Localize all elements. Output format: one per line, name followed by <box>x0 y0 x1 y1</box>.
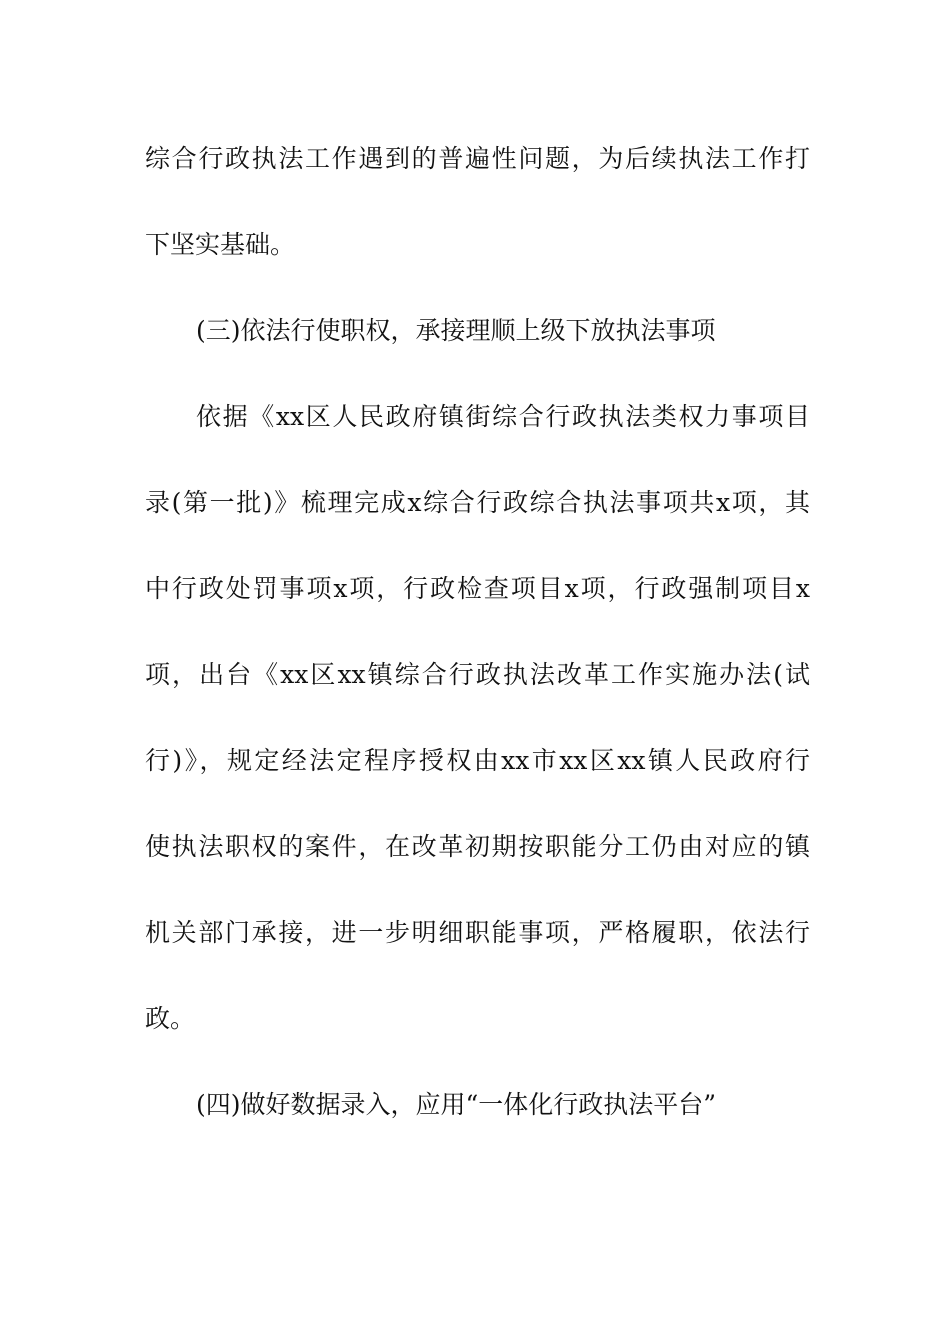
section-heading: (四)做好数据录入，应用“一体化行政执法平台” <box>196 1090 717 1119</box>
text-line: 下坚实基础。 <box>145 230 296 259</box>
section-heading: (三)依法行使职权，承接理顺上级下放执法事项 <box>196 316 716 345</box>
text-line: 中行政处罚事项x项，行政检查项目x项，行政强制项目x <box>145 574 810 603</box>
text-line: 综合行政执法工作遇到的普遍性问题，为后续执法工作打 <box>145 144 810 173</box>
text-line: 依据《xx区人民政府镇街综合行政执法类权力事项目 <box>196 402 810 431</box>
text-line: 项，出台《xx区xx镇综合行政执法改革工作实施办法(试 <box>145 660 810 689</box>
text-line: 政。 <box>145 1004 196 1033</box>
text-line: 机关部门承接，进一步明细职能事项，严格履职，依法行 <box>145 918 810 947</box>
text-line: 使执法职权的案件，在改革初期按职能分工仍由对应的镇 <box>145 832 810 861</box>
text-line: 行)》，规定经法定程序授权由xx市xx区xx镇人民政府行 <box>145 746 810 775</box>
text-line: 录(第一批)》梳理完成x综合行政综合执法事项共x项，其 <box>145 488 810 517</box>
